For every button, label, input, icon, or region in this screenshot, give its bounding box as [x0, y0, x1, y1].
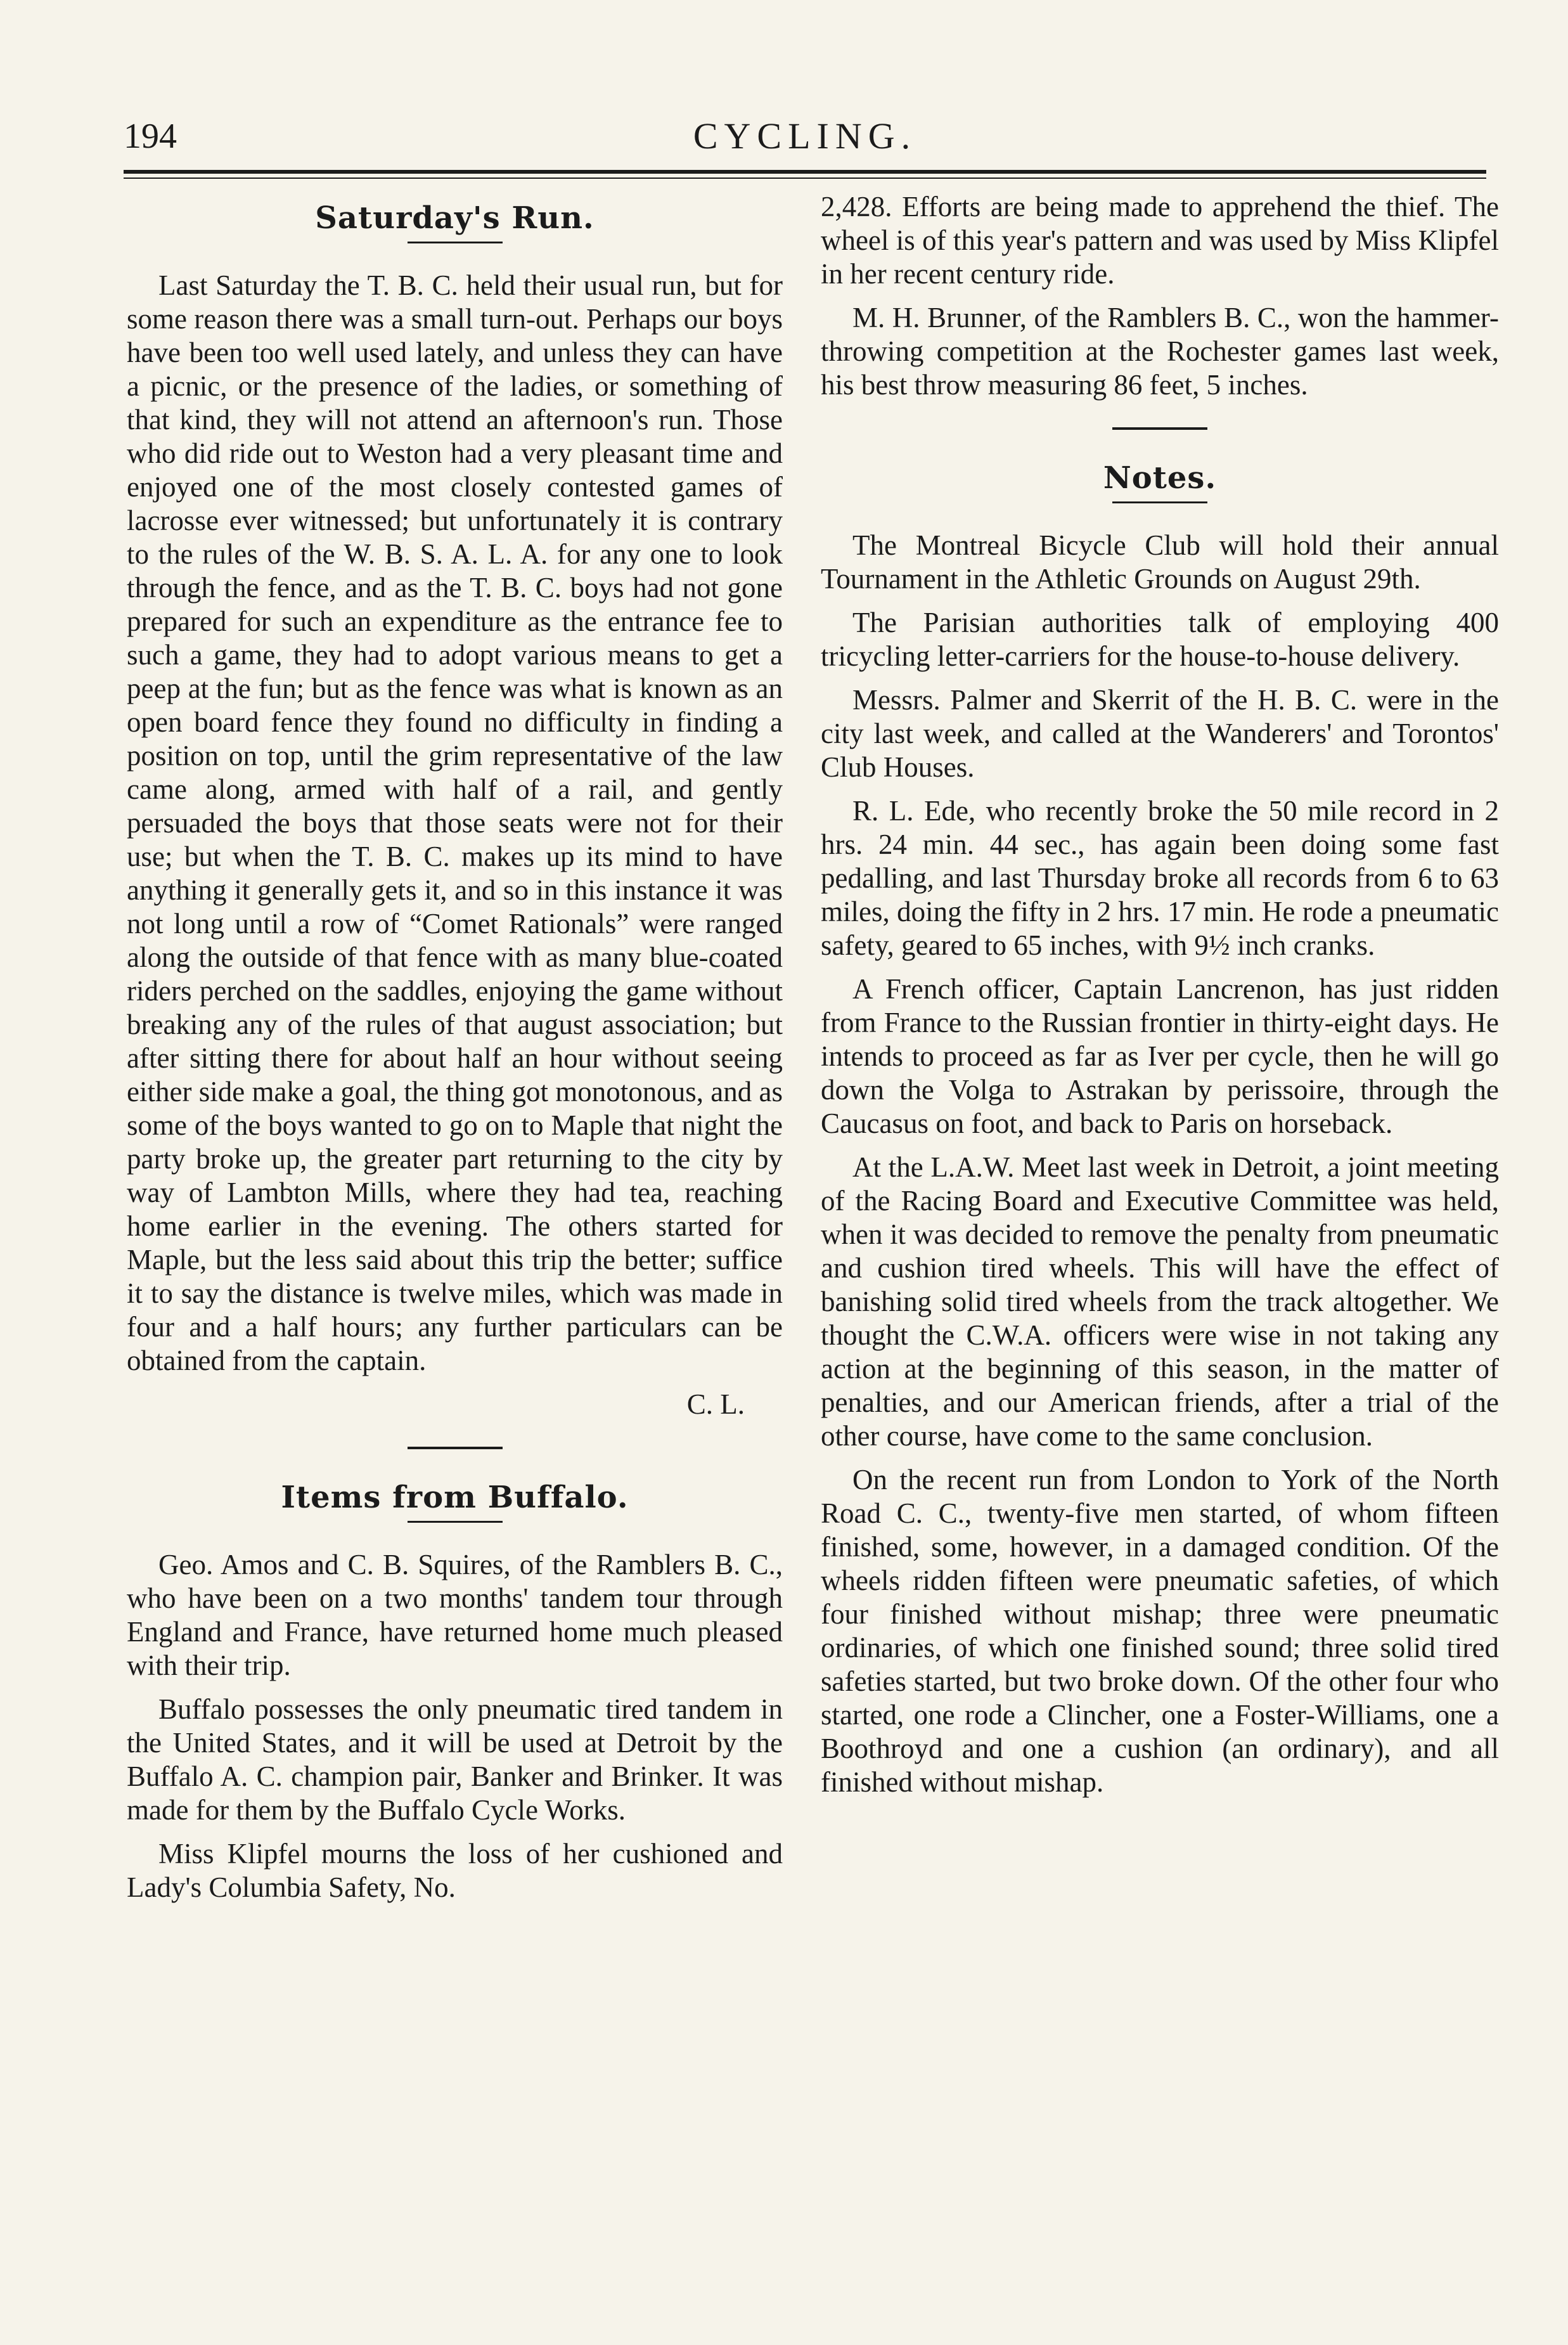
- buffalo-paragraph: Miss Klipfel mourns the loss of her cushioned and Lady's Columbia Safety, No.: [127, 1838, 783, 1903]
- signature: C. L.: [686, 1388, 745, 1420]
- section-separator: [408, 1447, 503, 1449]
- notes-paragraph: R. L. Ede, who recently broke the 50 mile record in 2 hrs. 24 min. 44 sec., has again been doing some fast pedalling, and last Thursday broke all records from 6 to 63 miles, doing the fifty in 2 hrs. 17 min. He rode a pneumatic safety, geared to 65 inches, with 9½ inch cranks.: [821, 795, 1499, 961]
- buffalo-continued-paragraph: 2,428. Efforts are being made to apprehend the thief. The wheel is of this year's pattern and was used by Miss Klipfel in her recent century ride.: [821, 191, 1499, 290]
- buffalo-continued-paragraph: M. H. Brunner, of the Ramblers B. C., won the hammer-throwing competition at the Rochester games last week, his best throw measuring 86 feet, 5 inches.: [821, 302, 1499, 401]
- buffalo-heading: Items from Buffalo.: [281, 1480, 629, 1515]
- notes-paragraph: Messrs. Palmer and Skerrit of the H. B. C. were in the city last week, and called at the Wanderers' and Torontos' Club Houses.: [821, 684, 1499, 783]
- notes-paragraph: The Parisian authorities talk of employing 400 tricycling letter-carriers for the house-to-house delivery.: [821, 607, 1499, 672]
- notes-heading: Notes.: [1103, 460, 1217, 496]
- right-column: [821, 190, 1499, 1809]
- left-column: [127, 190, 783, 1915]
- notes-paragraph: A French officer, Captain Lancrenon, has just ridden from France to the Russian frontier in thirty-eight days. He intends to proceed as far as Iver per cycle, then he will go down the Volga to Astrakan by perissoire, through the Caucasus on foot, and back to Paris on horseback.: [821, 973, 1499, 1139]
- heading-rule: [408, 242, 503, 243]
- section-separator: [1112, 427, 1207, 430]
- notes-paragraph: The Montreal Bicycle Club will hold their annual Tournament in the Athletic Grounds on August 29th.: [821, 529, 1499, 595]
- buffalo-paragraph: Buffalo possesses the only pneumatic tired tandem in the United States, and it will be used at Detroit by the Buffalo A. C. champion pair, Banker and Brinker. It was made for them by the Buffalo Cycle Works.: [127, 1693, 783, 1826]
- heading-rule: [408, 1521, 503, 1523]
- heading-rule: [1112, 501, 1207, 503]
- page-number: 194: [124, 117, 177, 156]
- header-rule-thin: [124, 178, 1486, 179]
- buffalo-paragraph: Geo. Amos and C. B. Squires, of the Ramblers B. C., who have been on a two months' tandem tour through England and France, have returned home much pleased with their trip.: [127, 1549, 783, 1681]
- page-header: [124, 111, 1486, 162]
- running-title: CYCLING.: [693, 115, 917, 157]
- saturday-run-heading: Saturday's Run.: [315, 200, 594, 236]
- header-rule: [124, 170, 1486, 174]
- notes-paragraph: At the L.A.W. Meet last week in Detroit, a joint meeting of the Racing Board and Executive Committee was held, when it was decided to remove the penalty from pneumatic and cushion tired wheels. This will have the effect of banishing solid tired wheels from the track altogether. We thought the C.W.A. officers were wise in not taking any action at the beginning of this season, in the matter of penalties, and our American friends, after a trial of the other course, have come to the same conclusion.: [821, 1151, 1499, 1452]
- notes-paragraph: On the recent run from London to York of the North Road C. C., twenty-five men started, of whom fifteen finished, some, however, in a damaged condition. Of the wheels ridden fifteen were pneumatic safeties, of which four finished without mishap; three were pneumatic ordinaries, of which one finished sound; three solid tired safeties started, but two broke down. Of the other four who started, one rode a Clincher, one a Foster-Williams, one a Boothroyd and one a cushion (an ordinary), and all finished without mishap.: [821, 1464, 1499, 1798]
- saturday-run-paragraph: Last Saturday the T. B. C. held their usual run, but for some reason there was a small turn-out. Perhaps our boys have been too well used lately, and unless they can have a picnic, or the presence of the ladies, or something of that kind, they will not attend an afternoon's run. Those who did ride out to Weston had a very pleasant time and enjoyed one of the most closely contested games of lacrosse ever witnessed; but unfortunately it is contrary to the rules of the W. B. S. A. L. A. for any one to look through the fence, and as the T. B. C. boys had not gone prepared for such an expenditure as the entrance fee to such a game, they had to adopt various means to get a peep at the fun; but as the fence was what is known as an open board fence they found no difficulty in finding a position on top, until the grim representative of the law came along, armed with half of a rail, and gently persuaded the boys that those seats were not for their use; but when the T. B. C. makes up its mind to have anything it generally gets it, and so in this instance it was not long until a row of “Comet Rationals” were ranged along the outside of that fence with as many blue-coated riders perched on the saddles, enjoying the game without breaking any of the rules of that august association; but after sitting there for about half an hour without seeing either side make a goal, the thing got monotonous, and as some of the boys wanted to go on to Maple that night the party broke up, the greater part returning to the city by way of Lambton Mills, where they had tea, reaching home earlier in the evening. The others started for Maple, but the less said about this trip the better; suffice it to say the distance is twelve miles, which was made in four and a half hours; any further particulars can be obtained from the captain.: [127, 269, 783, 1376]
